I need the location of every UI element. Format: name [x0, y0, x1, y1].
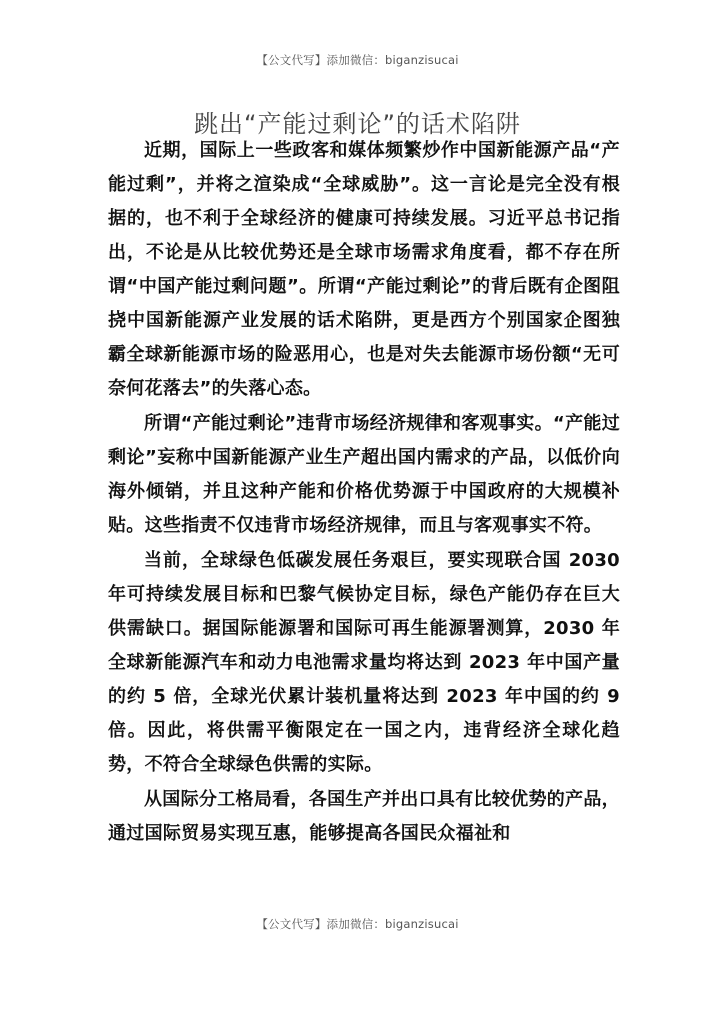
- paragraph-3: 当前，全球绿色低碳发展任务艰巨，要实现联合国 2030 年可持续发展目标和巴黎气候协定目标，绿色产能仍存在巨大供需缺口。据国际能源署和国际可再生能源署测算，2030 年全球新能源汽车和动力电池需求量均将达到 2023 年中国产量的约 5 倍，全球光伏累计装机量将达到 2023 年中国的约 9 倍。因此，将供需平衡限定在一国之内，违背经济全球化趋势，不符合全球绿色供需的实际。: [108, 550, 620, 775]
- paragraph-4: 从国际分工格局看，各国生产并出口具有比较优势的产品，通过国际贸易实现互惠，能够提高各国民众福祉和: [108, 789, 620, 844]
- page-header-watermark: 【公文代写】添加微信：biganzisucai: [256, 53, 459, 67]
- document-title: 跳出“产能过剩论”的话术陷阱: [194, 110, 521, 139]
- page-footer-watermark: 【公文代写】添加微信：biganzisucai: [256, 917, 459, 931]
- paragraph-2: 所谓“产能过剩论”违背市场经济规律和客观事实。“产能过剩论”妄称中国新能源产业生产超出国内需求的产品，以低价向海外倾销，并且这种产能和价格优势源于中国政府的大规模补贴。这些指责不仅违背市场经济规律，而且与客观事实不符。: [108, 413, 620, 536]
- paragraph-1: 近期，国际上一些政客和媒体频繁炒作中国新能源产品“产能过剩”，并将之渲染成“全球威胁”。这一言论是完全没有根据的，也不利于全球经济的健康可持续发展。习近平总书记指出，不论是从比较优势还是全球市场需求角度看，都不存在所谓“中国产能过剩问题”。所谓“产能过剩论”的背后既有企图阻挠中国新能源产业发展的话术陷阱，更是西方个别国家企图独霸全球新能源市场的险恶用心，也是对失去能源市场份额“无可奈何花落去”的失落心态。: [108, 140, 620, 399]
- document-body: [108, 134, 620, 851]
